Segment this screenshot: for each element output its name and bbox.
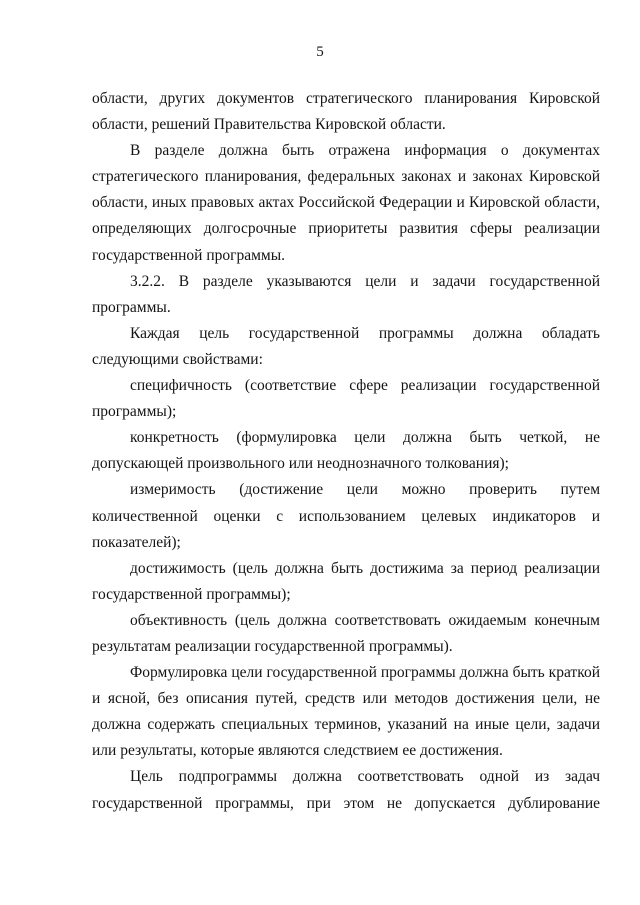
text-line: измеримость (достижение цели можно проверить путем bbox=[130, 481, 600, 499]
text-line: количественной оценки с использованием целевых индикаторов и bbox=[92, 507, 600, 525]
text-line: должна содержать специальных терминов, указаний на иные цели, задачи bbox=[92, 716, 600, 734]
text-line: и ясной, без описания путей, средств или методов достижения цели, не bbox=[92, 690, 600, 708]
paragraph bbox=[92, 477, 600, 555]
text-line: определяющих долгосрочные приоритеты развития сферы реализации bbox=[92, 220, 600, 238]
text-line: 3.2.2. В разделе указываются цели и задачи государственной bbox=[130, 272, 600, 290]
paragraph bbox=[92, 425, 600, 477]
text-line: стратегического планирования, федеральных законах и законах Кировской bbox=[92, 168, 600, 186]
text-line: государственной программы. bbox=[92, 246, 286, 264]
text-line: В разделе должна быть отражена информация о документах bbox=[130, 142, 600, 160]
text-line: программы); bbox=[92, 403, 177, 421]
text-line: следующими свойствами: bbox=[92, 350, 263, 368]
text-line: допускающей произвольного или неоднозначного толкования); bbox=[92, 455, 509, 473]
text-line: Формулировка цели государственной программы должна быть краткой bbox=[130, 664, 600, 682]
paragraph bbox=[92, 138, 600, 268]
text-line: достижимость (цель должна быть достижима за период реализации bbox=[130, 559, 600, 577]
text-line: области, других документов стратегического планирования Кировской bbox=[92, 90, 600, 107]
document-body bbox=[92, 86, 600, 817]
text-line: программы. bbox=[92, 298, 171, 316]
paragraph bbox=[92, 608, 600, 660]
text-line: Цель подпрограммы должна соответствовать одной из задач bbox=[130, 768, 600, 786]
text-line: Каждая цель государственной программы должна обладать bbox=[130, 324, 600, 342]
text-line: конкретность (формулировка цели должна быть четкой, не bbox=[130, 429, 600, 447]
paragraph bbox=[92, 86, 600, 138]
text-line: государственной программы); bbox=[92, 585, 291, 603]
text-line: объективность (цель должна соответствовать ожидаемым конечным bbox=[130, 611, 600, 629]
text-line: результатам реализации государственной программы). bbox=[92, 637, 453, 655]
paragraph bbox=[92, 764, 600, 816]
text-line: области, решений Правительства Кировской области. bbox=[92, 116, 446, 134]
text-line: специфичность (соответствие сфере реализации государственной bbox=[130, 377, 600, 395]
text-line: государственной программы, при этом не допускается дублирование bbox=[92, 794, 600, 812]
paragraph bbox=[92, 660, 600, 764]
text-line: или результаты, которые являются следствием ее достижения. bbox=[92, 742, 503, 760]
paragraph bbox=[92, 321, 600, 373]
text-line: показателей); bbox=[92, 533, 181, 551]
text-line: области, иных правовых актах Российской Федерации и Кировской области, bbox=[92, 194, 600, 212]
page-number: 5 bbox=[316, 44, 324, 60]
paragraph bbox=[92, 556, 600, 608]
paragraph bbox=[92, 373, 600, 425]
paragraph bbox=[92, 269, 600, 321]
